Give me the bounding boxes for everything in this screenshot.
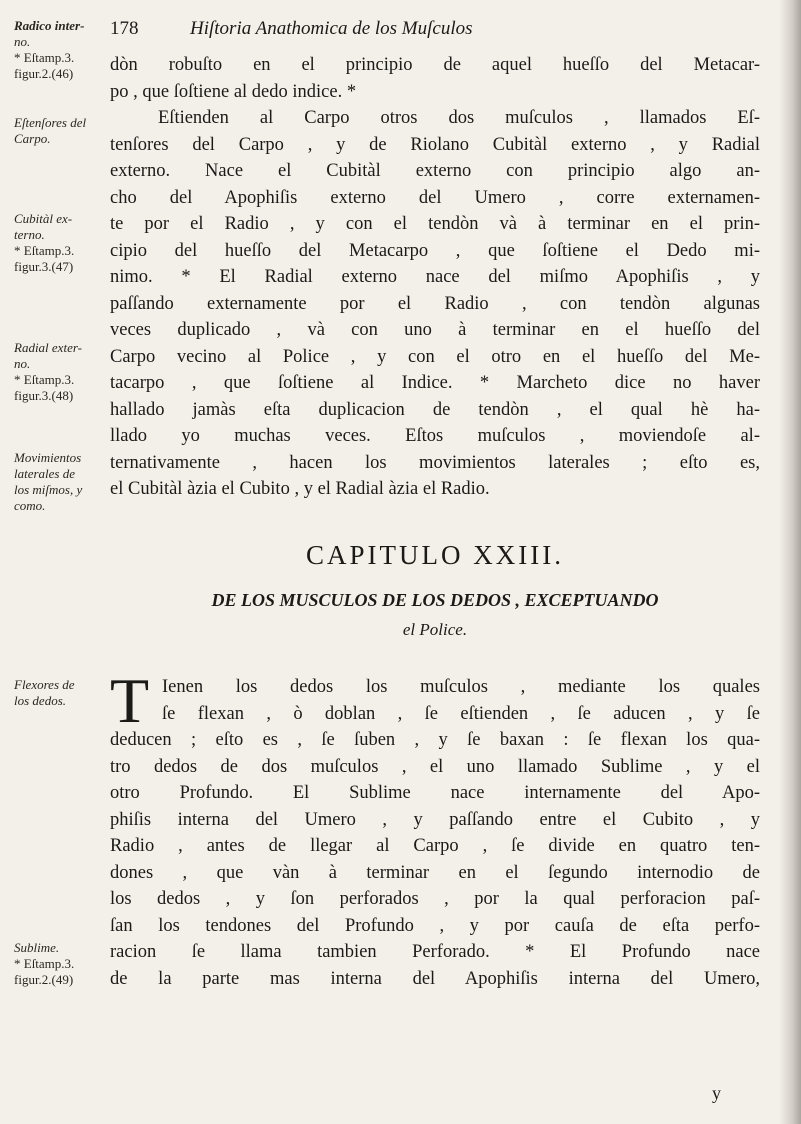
text-line: Carpo vecino al Police , y con el otro en el hueſſo del Me- [110,346,760,367]
text-line: tro dedos de dos muſculos , el uno llamado Sublime , y el [110,756,760,777]
margin-note-movimientos [14,450,92,514]
margin-line: Eſtenſores del [14,115,87,130]
margin-line: figur.2.(46) [14,66,74,81]
margin-line: * Eſtamp.3. [14,372,75,387]
paragraph-flexores [110,674,760,992]
margin-line: Movimientos [14,450,82,465]
text-line: Ienen los dedos los muſculos , mediante los quales [162,677,760,697]
margin-line: * Eſtamp.3. [14,956,75,971]
text-line: el Cubitàl àzia el Cubito , y el Radial àzia el Radio. [110,479,490,499]
margin-note-radico-interno [14,18,92,82]
text-line: Radio , antes de llegar al Carpo , ſe divide en quatro ten- [110,836,760,856]
chapter-subtitle-continued: el Police. [402,620,468,639]
margin-note-sublime [14,940,92,988]
margin-line: Radico inter- [14,18,85,33]
text-line: veces duplicado , và con uno à terminar en el hueſſo del [110,320,760,340]
margin-line: no. [14,34,31,49]
running-title: Hiſtoria Anathomica de los Muſculos [190,18,473,39]
text-line: racion ſe llama tambien Perforado. * El Profundo nace [110,942,760,962]
margin-note-extensores [14,115,92,147]
margin-line: como. [14,498,46,513]
margin-line: Flexores de [14,677,75,692]
text-line: de la parte mas interna del Apophiſis interna del Umero, [110,968,760,989]
text-line: phiſis interna del Umero , y paſſando entre el Cubito , y [110,809,760,830]
chapter-heading: CAPITULO XXIII. [306,540,564,570]
margin-line: figur.2.(49) [14,972,74,987]
text-line: dòn robuſto en el principio de aquel hueſſo del Metacar- [110,55,760,75]
page-edge-shadow [779,0,801,1124]
margin-line: no. [14,356,31,371]
text-line: Eſtienden al Carpo otros dos muſculos , llamados Eſ- [158,108,760,128]
chapter-subtitle: DE LOS MUSCULOS DE LOS DEDOS , EXCEPTUANDO [211,590,659,610]
page-header [110,18,760,44]
text-line: nimo. * El Radial externo nace del miſmo Apophiſis , y [110,267,760,287]
margin-note-radial-externo [14,340,92,404]
text-line: po , que ſoſtiene al dedo indice. * [110,81,357,102]
paragraph-extensores [110,52,760,503]
margin-note-cubital-externo [14,211,92,275]
margin-line: * Eſtamp.3. [14,243,75,258]
text-line: cho del Apophiſis externo del Umero , corre externamen- [110,187,760,208]
text-line: paſſando externamente por el Radio , con tendòn algunas [110,293,760,314]
text-line: cipio del hueſſo del Metacarpo , que ſoſtiene el Dedo mi- [110,240,760,261]
text-line: externo. Nace el Cubitàl externo con principio algo an- [110,161,760,181]
page-number: 178 [110,18,139,39]
text-line: hallado jamàs eſta duplicacion de tendòn , el qual hè ha- [110,399,760,420]
margin-line: los dedos. [14,693,66,708]
text-line: otro Profundo. El Sublime nace internamente del Apo- [110,783,760,803]
margin-line: Radial exter- [14,340,82,355]
catchword: y [712,1083,721,1103]
text-line: tacarpo , que ſoſtiene al Indice. * Marcheto dice no haver [110,373,760,393]
margin-line: Carpo. [14,131,51,146]
margin-line: figur.3.(48) [14,388,74,403]
margin-note-flexores [14,677,92,709]
margin-line: los miſmos, y [14,482,83,497]
text-line: ternativamente , hacen los movimientos laterales ; eſto es, [110,452,760,473]
margin-line: figur.3.(47) [14,259,74,274]
margin-line: Cubitàl ex- [14,211,73,226]
text-line: ſe flexan , ò doblan , ſe eſtienden , ſe aducen , y ſe [162,703,760,724]
text-line: te por el Radio , y con el tendòn và à terminar en el prin- [110,214,760,234]
text-line: ſan los tendones del Profundo , y por cauſa de eſta perfo- [110,915,760,936]
text-line: los dedos , y ſon perforados , por la qual perforacion paſ- [110,889,760,909]
margin-line: * Eſtamp.3. [14,50,75,65]
margin-line: Sublime. [14,940,60,955]
text-line: deducen ; eſto es , ſe ſuben , y ſe baxan : ſe flexan los qua- [110,730,760,750]
text-line: llado yo muchas veces. Eſtos muſculos , moviendoſe al- [110,426,760,446]
margin-line: laterales de [14,466,76,481]
text-line: tenſores del Carpo , y de Riolano Cubitàl externo , y Radial [110,134,760,155]
drop-cap: T [110,665,150,736]
text-line: dones , que vàn à terminar en el ſegundo internodio de [110,862,760,883]
margin-line: terno. [14,227,45,242]
